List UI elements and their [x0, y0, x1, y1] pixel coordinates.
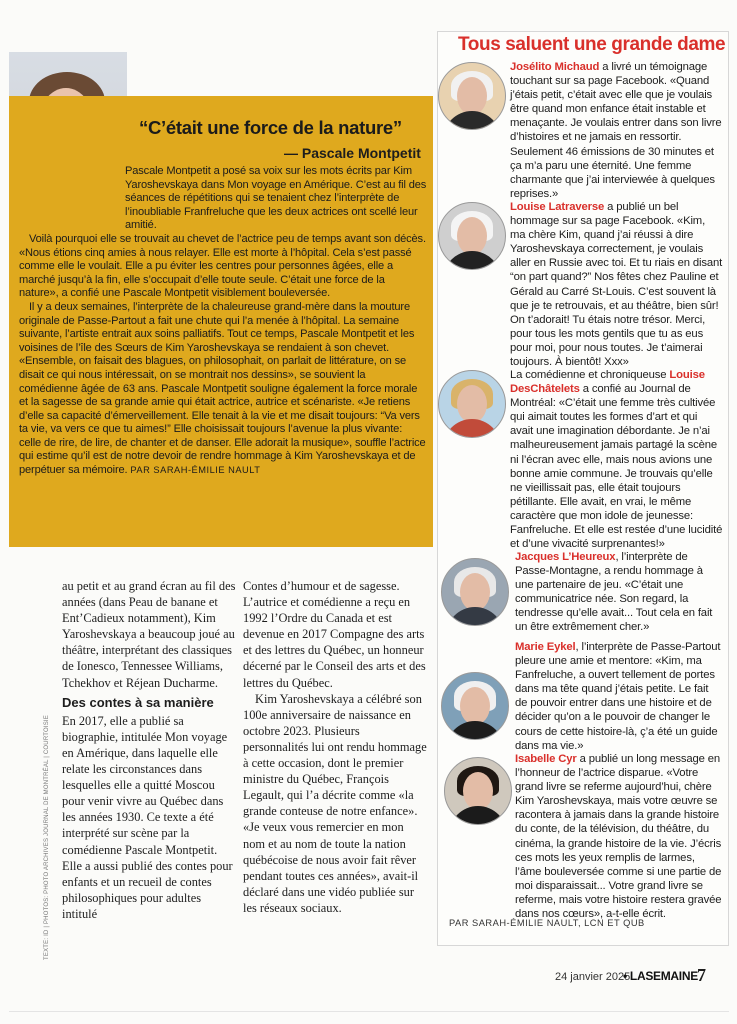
article-col1-intro: au petit et au grand écran au fil des années (dans Peau de banane et Ent’Cadieux notamment), Kim Yaroshevskaya a beaucoup joué au théâtre, interprétant des classiques de Ionesco, Tennessee Williams, Tchekhov et Réjean Ducharme. — [62, 579, 236, 690]
magazine-logo: • LASEMAINE — [623, 969, 698, 983]
sidebar-title: Tous saluent une grande dame — [458, 34, 726, 55]
avatar-body — [446, 607, 504, 626]
isabelle-cyr-avatar — [444, 757, 512, 825]
quote-title: “C’était une force de la nature” — [139, 117, 402, 138]
marie-eykel-avatar — [441, 672, 509, 740]
tribute-text: , l’interprète de Passe-Partout pleure une amie et mentore: «Kim, ma Fanfreluche, a ouvert tellement de portes dans ma tête quand j’étais petite. Le fait de pouvoir entrer dans une histoire et de décider qu’on a le pouvoir de changer le cours de cette histoire-là, ç’a été un guide dans ma vie.» — [515, 641, 721, 752]
tribute-name: Marie Eykel — [515, 641, 576, 653]
quote-paragraph-1: Pascale Montpetit a posé sa voix sur les mots écrits par Kim Yaroshevskaya dans Mon voyage en Amérique. C’est au fil des séances de répétitions qui se tenaient chez l’interprète de l’inoubliable Franfreluche que les deux actrices ont scellé leur amitié. — [125, 165, 427, 232]
quote-byline: PAR SARAH-ÉMILIE NAULT — [130, 465, 261, 476]
tribute-jacques-lheureux — [515, 550, 723, 635]
article-column-2 — [243, 578, 428, 916]
article-subhead: Des contes à sa manière — [62, 694, 214, 710]
jacques-lheureux-avatar — [441, 558, 509, 626]
tribute-text: , l’interprète de Passe-Montagne, a rendu hommage à une partenaire de jeu. «C’était une communicatrice née. Son regard, la tendresse qu’elle avait... Tout cela en fait un être extrêmement cher.» — [515, 551, 713, 634]
tribute-name: Isabelle Cyr — [515, 753, 577, 765]
avatar-body — [449, 806, 507, 825]
tribute-text: a confié au Journal de Montréal: «C’était une femme très cultivée qui aimait toutes les formes d’art et qui avait une imagination débordante. Je n’ai malheureusement jamais partagé la scène ni l’écran avec elle, mais nous avions une bonne amie commune. Je trouvais qu’elle ne vieillissait pas, elle était toujours pétillante. Elle avait, en vrai, le même caractère que mon idole de jeunesse: Fanfreluche. Et elle est restée d’une lucidité et d’une vivacité surprenantes!» — [510, 383, 723, 551]
quote-author: — Pascale Montpetit — [284, 145, 421, 161]
photo-credits: TEXTE: ID | PHOTOS: PHOTO ARCHIVES JOURNAL DE MONTRÉAL | COURTOISIE — [44, 714, 50, 960]
avatar-face — [457, 77, 487, 115]
tribute-text: a publié un bel hommage sur sa page Facebook. «Kim, ma chère Kim, quand j’ai réussi à dire Yaroshevskaya correctement, je voulais aller en Russie avec toi. Et tu riais en disant “on part quand?” Nos fêtes chez Pauline et Gérald au Carré St-Louis. C’est souvent là que je te retrouvais, et au théâtre, bien sûr! On t’adorait! Tu étais notre trésor. Merci, pour tous les mots gentils que tu as eus pour moi, pour nous toutes. Je t’aimerai toujours. À bientôt! Xxx» — [510, 201, 723, 369]
tribute-text: a publié un long message en l’honneur de l’actrice disparue. «Votre grand livre se referme aujourd’hui, chère Kim Yaroshevskaya, mais votre œuvre se racontera à jamais dans la grande histoire du conte, de la télévision, du théâtre, du cinéma, la grande histoire de la vie. J’écris ces mots les yeux remplis de larmes, l’âme bouleversée comme si une partie de moi disparaissait... Votre grand livre se referme, mais votre histoire restera gravée dans nos cœurs», a-t-elle écrit. — [515, 753, 722, 921]
louise-latraverse-avatar — [438, 202, 506, 270]
tribute-marie-eykel — [515, 640, 723, 753]
article-col2-intro: Contes d’humour et de sagesse. L’autrice et comédienne a reçu en 1992 l’Ordre du Canada et est devenue en 2017 Compagne des arts et des lettres du Québec, un honneur décerné par le Conseil des arts et des lettres du Québec. — [243, 579, 426, 690]
tribute-name: Jacques L’Heureux — [515, 551, 616, 563]
joselito-michaud-avatar — [438, 62, 506, 130]
tribute-louise-deschatelets — [510, 368, 723, 551]
quote-paragraph-3 — [19, 301, 427, 478]
tribute-name: Louise Latraverse — [510, 201, 605, 213]
issue-date: 24 janvier 2025 — [555, 971, 631, 983]
tribute-text: a livré un témoignage touchant sur sa page Facebook. «Quand j’étais petit, c’était avec elle que je voulais être quand mon enfance était instable et menaçante. Je voulais entrer dans son livre d’histoires et ne jamais en ressortir. Seulement 46 émissions de 30 minutes et ça m’a paru une éternité. Une femme charmante que j’ai interviewée à quelques reprises.» — [510, 61, 722, 200]
article-col1-paragraph: En 2017, elle a publié sa biographie, intitulée Mon voyage en Amérique, dans laquelle elle relate les circonstances dans lesquelles elle a quitté Moscou pour venir vivre au Québec dans les années 1930. Ce texte a été interprété sur scène par la comédienne Pascale Montpetit. Elle a aussi publié des contes pour enfants et un recueil de contes philosophiques pour adultes intitulé — [62, 713, 233, 921]
quote-body — [19, 165, 427, 478]
avatar-body — [443, 419, 501, 438]
tribute-name: Josélito Michaud — [510, 61, 600, 73]
avatar-face — [463, 772, 493, 810]
avatar-body — [443, 111, 501, 130]
bottom-rule — [9, 1011, 729, 1012]
louise-deschatelets-avatar — [438, 370, 506, 438]
tribute-name: Louise DesChâtelets — [510, 369, 705, 396]
tribute-prefix: La comédienne et chroniqueuse — [510, 369, 670, 381]
avatar-body — [446, 721, 504, 740]
article-col2-paragraph: Kim Yaroshevskaya a célébré son 100e anniversaire de naissance en octobre 2023. Plusieurs personnalités lui ont rendu hommage à cette occasion, dont le premier ministre du Québec, François Legault, qui l’a décrite comme «la grande conteuse de notre enfance». «Je veux vous remercier en mon nom et au nom de toute la nation québécoise de nous avoir fait rêver pendant toutes ces années», avait-il déclaré dans une vidéo publiée sur les réseaux sociaux. — [243, 691, 427, 915]
tribute-joselito-michaud — [510, 60, 723, 201]
article-column-1 — [62, 578, 236, 922]
quote-paragraph-2: Voilà pourquoi elle se trouvait au chevet de l’actrice peu de temps avant son décès. «Nous étions cinq amies à nous relayer. Elle est morte à l’hôpital. Cela s’est passé comme elle le voulait. Elle a pu éviter les centres pour personnes âgées, elle a marché jusqu’à la fin, elle s’occupait d’elle toute seule. C’était une force de la nature», a confié une Pascale Montpetit visiblement bouleversée. — [19, 232, 426, 300]
page-number: 7 — [697, 965, 706, 985]
avatar-face — [457, 385, 487, 423]
avatar-body — [443, 251, 501, 270]
tribute-louise-latraverse — [510, 200, 723, 369]
quote-paragraph-3-text: Il y a deux semaines, l’interprète de la chaleureuse grand-mère dans la mouture originale de Passe-Partout a fait une chute qui l’a menée à l’hôpital. La semaine suivante, l’artiste entrait aux soins palliatifs. Tout ce temps, Pascale Montpetit et les voisines de l’île des Sœurs de Kim Yaroshevskaya se rendaient à son chevet. «Ensemble, on faisait des blagues, on philosophait, on parlait de littérature, on se disait ce qui nous intéressait, on se montrait nos dessins», se souvient la comédienne âgée de 63 ans. Pascale Montpetit souligne également la force morale et la sagesse de sa grande amie qui était actrice, autrice et scénariste. «Je retiens d’elle sa capacité d’émerveillement. Elle tenait à la vie et me disait toujours: “Va vers ta vie, va vers ce que tu aimes!” Elle choisissait toujours l’avenue la plus vivante: celle de rire, de lire, de chanter et de danser. Elle adorait la musique», souffle l’actrice qui estime qu’il est de notre devoir de rendre hommage à Kim Yaroshevskaya et de perpétuer sa mémoire. — [19, 300, 426, 477]
tribute-isabelle-cyr — [515, 752, 723, 921]
avatar-face — [457, 217, 487, 255]
avatar-face — [460, 687, 490, 725]
avatar-face — [460, 573, 490, 611]
sidebar-byline: PAR SARAH-ÉMILIE NAULT, LCN ET QUB — [449, 918, 645, 928]
